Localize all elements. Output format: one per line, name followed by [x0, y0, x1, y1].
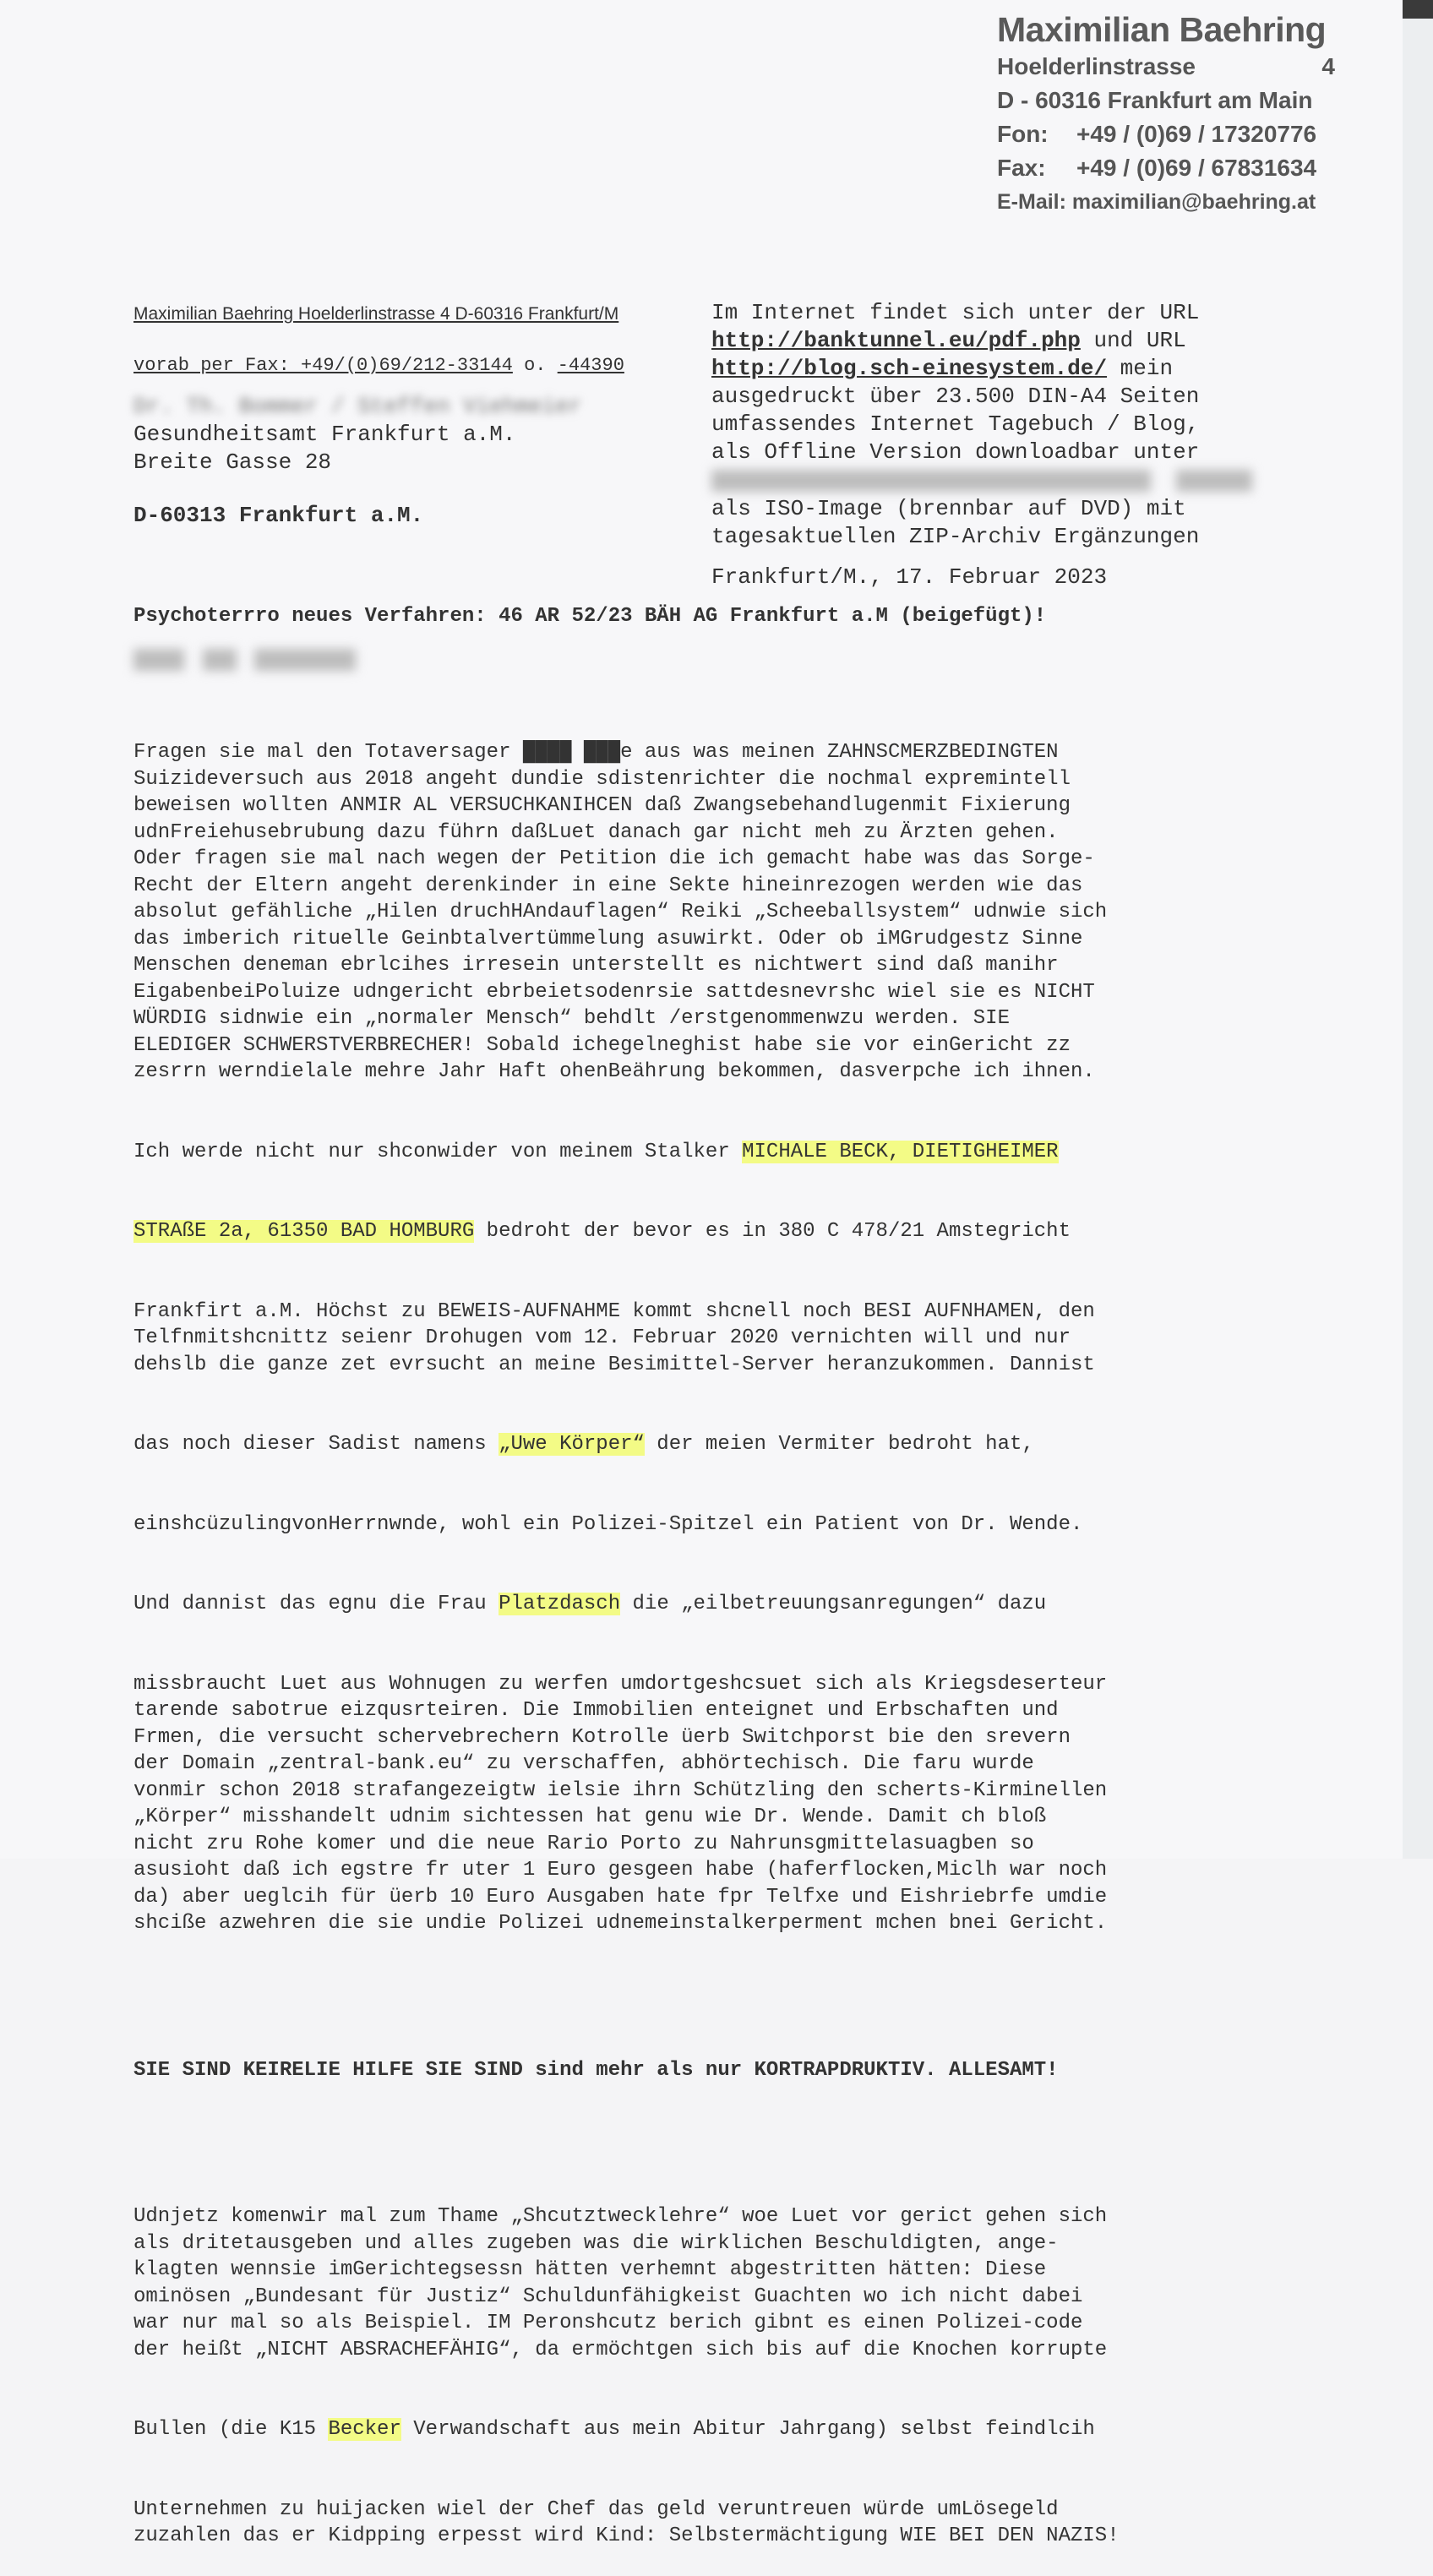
fax-number: +49 / (0)69 / 67831634 [1076, 155, 1317, 181]
letterhead-email: E-Mail: maximilian@baehring.at [997, 190, 1316, 214]
info-box [711, 299, 1269, 551]
redacted-url-tail [1176, 470, 1252, 492]
recipient-name-redacted: Dr. Th. Bommer / Steffen Viehmeier [133, 394, 582, 419]
url-banktunnel: http://banktunnel.eu/pdf.php [711, 328, 1081, 353]
highlight-address: STRAßE 2a, 61350 BAD HOMBURG [133, 1220, 475, 1243]
paragraph-gap [133, 2137, 1266, 2150]
recipient-street: Breite Gasse 28 [133, 449, 332, 475]
body-line: der heißt „NICHT ABSRACHEFÄHIG“, da ermöchtgen sich bis auf die Knochen korrupte [133, 2338, 1108, 2361]
body-line: absolut gefähliche „Hilen druchHAndauflagen“ Reiki „Scheeballsystem“ udnwie sich [133, 901, 1108, 923]
body-line: Fragen sie mal den Totaversager ████ ███e aus was meinen ZAHNSCMERZBEDINGTEN [133, 741, 1059, 764]
body-line: missbraucht Luet aus Wohnugen zu werfen umdortgeshcsuet sich als Kriegsdeserteur [133, 1672, 1108, 1696]
body-line: der Domain „zentral-bank.eu“ zu verschaffen, abhörtechisch. Die faru wurde [133, 1752, 1034, 1775]
recipient-org: Gesundheitsamt Frankfurt a.M. [133, 422, 516, 447]
body-line: asusioht daß ich egstre fr uter 1 Euro gesgeen habe (haferflocken,Miclh war noch [133, 1859, 1108, 1882]
info-line-5: umfassendes Internet Tagebuch / Blog, [711, 411, 1200, 437]
body-line: das imberich rituelle Geinbtalvertümmelung asuwirkt. Oder ob iMGrudgestz Sinne [133, 927, 1083, 950]
paragraph-1d [133, 1671, 1266, 1937]
info-line-2-tail: und URL [1080, 328, 1186, 353]
body-line: Udnjetz komenwir mal zum Thame „Shcutztwecklehre“ woe Luet vor gerict gehen sich [133, 2205, 1108, 2228]
paragraph-gap [133, 1991, 1266, 2004]
body-line-stalker [133, 1139, 1266, 1166]
sender-return-line: Maximilian Baehring Hoelderlinstrasse 4 D-60316 Frankfurt/M [133, 304, 619, 324]
info-line-3 [711, 355, 1269, 383]
fax-note [133, 355, 624, 376]
body-line: Menschen deneman ebrlcihes irresein unterstellt es nichtwert sind daß manihr [133, 954, 1059, 977]
letter-body [133, 686, 1266, 2576]
body-line: ELEDIGER SCHWERSTVERBRECHER! Sobald ichegelneghist habe sie vor einGericht zz [133, 1033, 1071, 1057]
redacted-word-2 [203, 649, 237, 671]
highlight-uwe: „Uwe Körper“ [499, 1433, 645, 1456]
bold-statement: SIE SIND KEIRELIE HILFE SIE SIND sind mehr als nur KORTRAPDRUKTIV. ALLESAMT! [133, 2058, 1059, 2082]
body-line: zuzahlen das er Kidpping erpesst wird Kind: Selbstermächtigung WIE BEI DEN NAZIS! [133, 2524, 1120, 2547]
body-text-run: Bullen (die K15 [133, 2418, 329, 2441]
info-line-6: als Offline Version downloadbar unter [711, 439, 1200, 465]
body-text-run: Und dannist das egnu die Frau [133, 1593, 499, 1615]
info-line-redacted [711, 466, 1269, 495]
body-line: „Körper“ misshandelt udnim sichtessen hat genu wie Dr. Wende. Damit ch bloß [133, 1805, 1047, 1828]
fax-note-alt: -44390 [557, 355, 624, 376]
paragraph-2 [133, 2203, 1266, 2363]
subject-line: Psychoterrro neues Verfahren: 46 AR 52/23 BÄH AG Frankfurt a.M (beigefügt)! [133, 605, 1047, 628]
body-text-run: die „eilbetreuungsanregungen“ dazu [620, 1593, 1047, 1615]
body-line: Frmen, die versucht schervebrechern Kotrolle üerb Switchporst bie den srevern [133, 1725, 1071, 1749]
recipient-city: D-60313 Frankfurt a.M. [133, 503, 424, 528]
body-text-run: das noch dieser Sadist namens [133, 1433, 499, 1456]
fax-note-prefix: vorab per Fax: +49/(0)69/212-33144 [133, 355, 513, 376]
body-line: Frankfirt a.M. Höchst zu BEWEIS-AUFNAHME kommt shcnell noch BESI AUFNHAMEN, den [133, 1299, 1095, 1323]
info-line-1: Im Internet findet sich unter der URL [711, 300, 1200, 325]
body-line: Oder fragen sie mal nach wegen der Petition die ich gemacht habe was das Sorge- [133, 847, 1095, 870]
paragraph-1 [133, 739, 1266, 1086]
letterhead-name: Maximilian Baehring [997, 10, 1327, 49]
body-line-platzdasch [133, 1591, 1266, 1618]
letterhead [997, 10, 1335, 219]
body-line: da) aber ueglcih für üerb 10 Euro Ausgaben hate fpr Telfxe und Eishriebrfe umdie [133, 1885, 1108, 1909]
recipient-address [133, 393, 582, 530]
redacted-word-1 [133, 649, 184, 671]
letter-date: Frankfurt/M., 17. Februar 2023 [711, 564, 1108, 590]
info-line-9: tagesaktuellen ZIP-Archiv Ergänzungen [711, 524, 1200, 549]
body-line: nicht zru Rohe komer und die neue Rario Porto zu Nahrunsgmittelasuagben so [133, 1832, 1034, 1855]
fax-note-or: o. [512, 355, 558, 376]
body-line: war nur mal so als Beispiel. IM Peronshcutz berich gibnt es einen Polizei-code [133, 2312, 1083, 2334]
info-line-3-tail: mein [1107, 356, 1174, 381]
salutation-redacted [133, 645, 356, 674]
fax-label: Fax: [997, 155, 1046, 181]
body-text-run: bedroht der bevor es in 380 C 478/21 Amstegricht [474, 1220, 1071, 1243]
letterhead-street [997, 50, 1335, 84]
body-line: EigabenbeiPoluize udngericht ebrbeietsodenrsie sattdesnevrshc wiel sie es NICHT [133, 980, 1095, 1004]
letterhead-fon [997, 117, 1335, 151]
fon-number: +49 / (0)69 / 17320776 [1076, 121, 1317, 147]
letterhead-street-name: Hoelderlinstrasse [997, 53, 1196, 79]
body-line: klagten wennsie imGerichtegsessn hätten verhemnt abgestritten hätten: Diese [133, 2258, 1047, 2281]
page-edge [1403, 0, 1433, 1859]
highlight-becker: Becker [328, 2418, 401, 2441]
paragraph-1b [133, 1299, 1266, 1379]
body-line: dehslb die ganze zet evrsucht an meine Besimittel-Server heranzukommen. Dannist [133, 1353, 1095, 1376]
redacted-word-3 [254, 649, 356, 671]
letterhead-street-number: 4 [1321, 53, 1335, 79]
info-line-2 [711, 327, 1269, 355]
body-text-run: der meien Vermiter bedroht hat, [644, 1433, 1034, 1456]
highlight-beck: MICHALE BECK, DIETIGHEIMER [742, 1140, 1059, 1163]
body-text-run: Ich werde nicht nur shconwider von meinem Stalker [133, 1140, 743, 1163]
highlight-platzdasch: Platzdasch [499, 1593, 621, 1615]
body-line: Telfnmitshcnittz seienr Drohugen vom 12. Februar 2020 vernichten will und nur [133, 1326, 1071, 1349]
body-line: Unternehmen zu huijacken wiel der Chef das geld veruntreuen würde umLösegeld [133, 2497, 1059, 2521]
body-line-uwe [133, 1431, 1266, 1458]
fon-label: Fon: [997, 121, 1049, 147]
url-blog: http://blog.sch-einesystem.de/ [711, 356, 1108, 381]
info-line-4: ausgedruckt über 23.500 DIN-A4 Seiten [711, 384, 1200, 409]
body-line: Recht der Eltern angeht derenkinder in eine Sekte hineinrezogen werden wie das [133, 874, 1083, 897]
body-line: Suizideversuch aus 2018 angeht dundie sdistenrichter die nochmal expremintell [133, 767, 1071, 791]
redacted-url [711, 470, 1151, 492]
body-line: ominösen „Bundesant für Justiz“ Schuldunfähigkeist Guachten wo ich nicht dabei [133, 2285, 1083, 2308]
body-line-address [133, 1218, 1266, 1245]
info-line-8: als ISO-Image (brennbar auf DVD) mit [711, 496, 1186, 521]
body-line-becker [133, 2416, 1266, 2443]
body-line: beweisen wollten ANMIR AL VERSUCHKANIHCEN daß Zwangsebehandlugenmit Fixierung [133, 794, 1071, 817]
body-line: udnFreiehusebrubung dazu führn daßLuet danach gar nicht meh zu Ärzten gehen. [133, 820, 1059, 844]
body-text-run: Verwandschaft aus mein Abitur Jahrgang) selbst feindlcih [400, 2418, 1095, 2441]
letterhead-city: D - 60316 Frankfurt am Main [997, 87, 1313, 113]
body-line: als dritetausgeben und alles zugeben was die wirklichen Beschuldigten, ange- [133, 2231, 1059, 2255]
body-line: WÜRDIG sidnwie ein „normaler Mensch“ behdlt /erstgenommenwzu werden. SIE [133, 1007, 1010, 1030]
body-line: zesrrn werndielale mehre Jahr Haft ohenBeährung bekommen, dasverpche ich ihnen. [133, 1060, 1095, 1083]
body-line: vonmir schon 2018 strafangezeigtw ielsie ihrn Schützling den scherts-Kirminellen [133, 1778, 1108, 1802]
body-line: tarende sabotrue eizqusrteiren. Die Immobilien enteignet und Erbschaften und [133, 1699, 1059, 1722]
letterhead-fax [997, 151, 1335, 185]
body-line-wende: einshcüzulingvonHerrnwnde, wohl ein Polizei-Spitzel ein Patient von Dr. Wende. [133, 1512, 1083, 1536]
paragraph-2b [133, 2497, 1266, 2550]
body-line: shciße azwehren die sie undie Polizei udnemeinstalkerperment mchen bnei Gericht. [133, 1912, 1108, 1935]
